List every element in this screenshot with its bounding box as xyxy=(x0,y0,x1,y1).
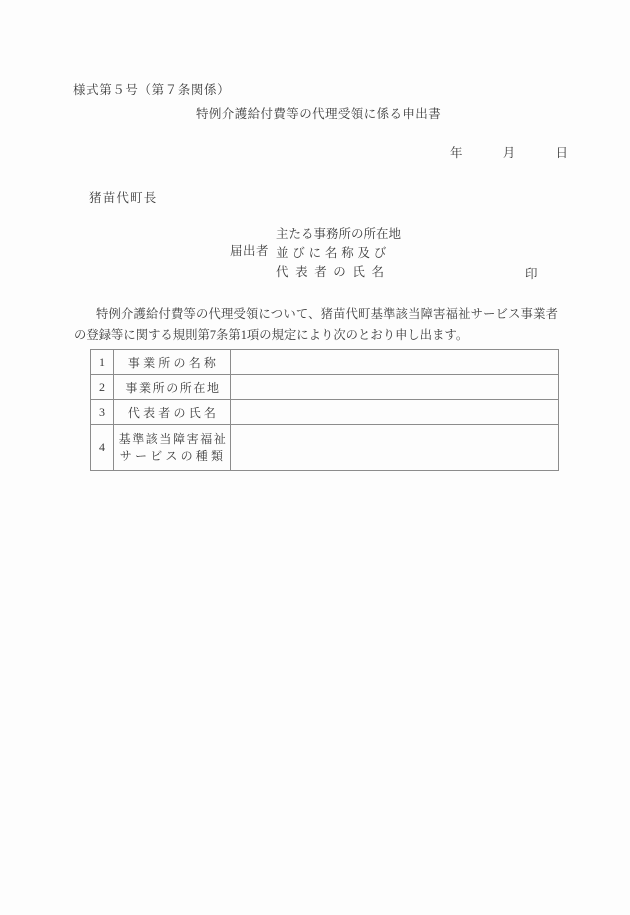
submitter-line-3: 代表者の氏名 xyxy=(276,265,391,279)
submitter-label: 届出者 xyxy=(230,244,270,258)
submitter-line-1: 主たる事務所の所在地 xyxy=(276,227,402,241)
row-label-cell xyxy=(114,350,231,375)
submitter-address-block xyxy=(276,225,401,282)
form-number: 様式第５号（第７条関係） xyxy=(73,83,231,97)
row-number: 4 xyxy=(91,425,114,471)
row-label: 事業所の所在地 xyxy=(125,380,221,395)
row-label: 基準該当障害福祉 xyxy=(118,431,228,446)
row-label-multiline xyxy=(114,431,230,465)
date-month-label: 月 xyxy=(502,146,516,160)
document-title: 特例介護給付費等の代理受領に係る申出書 xyxy=(196,107,442,121)
row-number: 2 xyxy=(91,375,114,400)
date-day-label: 日 xyxy=(555,146,569,160)
seal-mark: 印 xyxy=(525,267,538,281)
table-row xyxy=(91,375,559,400)
row-value[interactable] xyxy=(231,350,559,375)
row-label-cell xyxy=(114,425,231,471)
row-label-cell xyxy=(114,375,231,400)
application-table xyxy=(90,349,559,471)
date-year-label: 年 xyxy=(450,146,463,160)
row-value[interactable] xyxy=(231,400,559,425)
row-label-cell xyxy=(114,400,231,425)
row-value[interactable] xyxy=(231,375,559,400)
body-paragraph: 特例介護給付費等の代理受領について、猪苗代町基準該当障害福祉サービス事業者の登録等に関する規則第7条第1項の規定により次のとおり申し出ます。 xyxy=(74,307,558,342)
date-line xyxy=(450,143,568,161)
row-number: 3 xyxy=(91,400,114,425)
table-row xyxy=(91,400,559,425)
table-row xyxy=(91,350,559,375)
row-number: 1 xyxy=(91,350,114,375)
row-value[interactable] xyxy=(231,425,559,471)
table-row xyxy=(91,425,559,471)
addressee: 猪苗代町長 xyxy=(89,191,158,205)
row-label: 代表者の氏名 xyxy=(127,405,220,420)
row-label-second-line: サービスの種類 xyxy=(119,448,227,463)
row-label: 事業所の名称 xyxy=(127,355,220,370)
submitter-line-2: 並びに名称及び xyxy=(276,246,391,260)
